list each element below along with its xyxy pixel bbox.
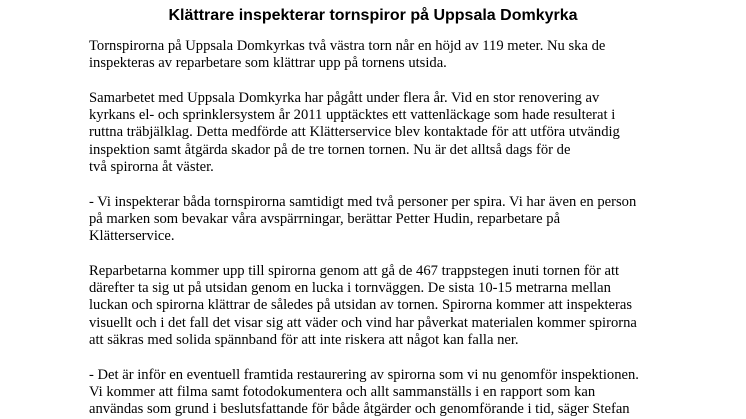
text-line: på marken som bevakar våra avspärrningar, berättar Petter Hudin, reparbetare på [89,210,561,227]
text-line: ruttna träbjälklag. Detta medförde att Klätterservice blev kontaktade för att utföra utvändig [89,124,620,141]
text-line: Reparbetarna kommer upp till spirorna genom att gå de 467 trappstegen inuti tornen för att [89,262,620,279]
text-line: Klätterservice. [89,228,175,245]
text-line: användas som grund i beslutsfattande för både åtgärder och genomförande i tid, säger Stefan [89,401,630,418]
text-line: visuellt och i det fall det visar sig att väder och vind har påverkat materialen kommer spirorna [89,314,637,331]
paragraph-5 [89,367,669,419]
text-line: - Vi inspekterar båda tornspirorna samtidigt med två personer per spira. Vi har även en person [89,193,637,210]
document-title: Klättrare inspekterar tornspiror på Uppsala Domkyrka [168,7,578,24]
document-body [89,38,669,419]
text-line: inspektion samt åtgärda skador på de tre tornen tornen. Nu är det alltså dags för de [89,141,571,158]
text-line: kyrkans el- och sprinklersystem år 2011 upptäcktes ett vattenläckage som hade resulterat i [89,107,616,124]
text-line: Vi kommer att filma samt fotodokumentera och allt sammanställs i en rapport som kan [89,383,596,400]
paragraph-4 [89,263,669,349]
paragraph-1 [89,38,669,73]
text-line: inspekteras av reparbetare som klättrar upp på tornens utsida. [89,55,447,72]
paragraph-3 [89,194,669,246]
text-line: att säkras med solida spännband för att inte riskera att något kan falla ner. [89,332,519,349]
paragraph-2 [89,90,669,176]
text-line: luckan och spirorna klättrar de således på utsidan av tornen. Spirorna kommer att inspekteras [89,297,633,314]
text-line: - Det är inför en eventuell framtida restaurering av spirorna som vi nu genomför inspektionen. [89,366,639,383]
text-line: två spirorna åt väster. [89,159,214,176]
text-line: därefter ta sig ut på utsidan genom en lucka i tornväggen. De sista 10-15 metrarna mellan [89,280,611,297]
text-line: Tornspirorna på Uppsala Domkyrkas två västra torn når en höjd av 119 meter. Nu ska de [89,38,606,54]
text-line: Samarbetet med Uppsala Domkyrka har pågått under flera år. Vid en stor renovering av [89,89,600,106]
